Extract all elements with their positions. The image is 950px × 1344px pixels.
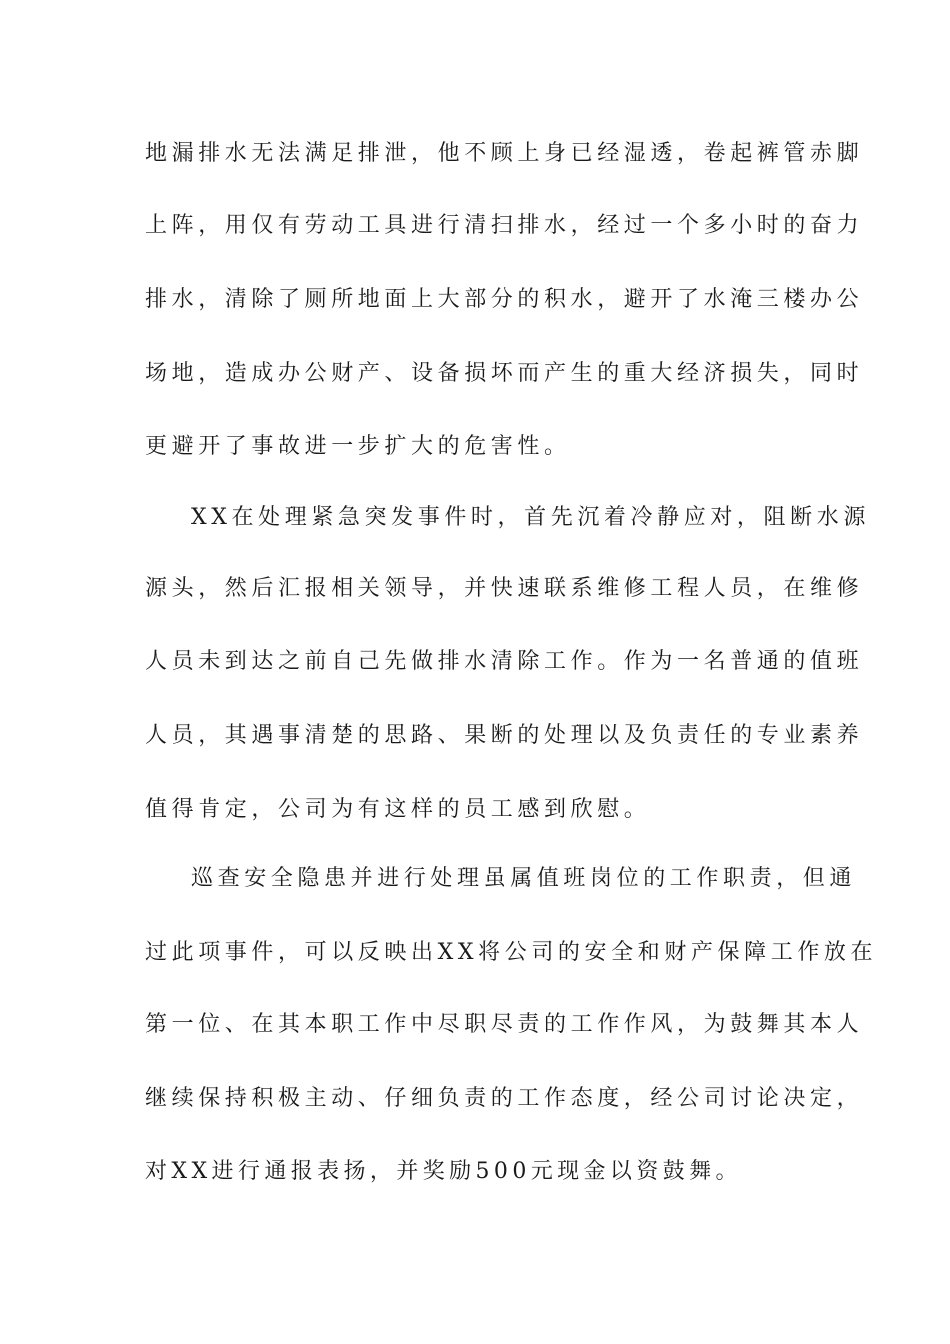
paragraph-1-line-1: 地漏排水无法满足排泄，他不顾上身已经湿透，卷起裤管赤脚 [145, 141, 864, 166]
paragraph-3-line-2: 过此项事件，可以反映出XX将公司的安全和财产保障工作放在 [145, 940, 878, 965]
paragraph-3-line-5: 对XX进行通报表扬，并奖励500元现金以资鼓舞。 [145, 1159, 742, 1184]
paragraph-3-line-4: 继续保持积极主动、仔细负责的工作态度，经公司讨论决定， [145, 1086, 864, 1111]
paragraph-2-line-3: 人员未到达之前自己先做排水清除工作。作为一名普通的值班 [145, 649, 864, 674]
paragraph-1-line-3: 排水，清除了厕所地面上大部分的积水，避开了水淹三楼办公 [145, 287, 864, 312]
paragraph-1-line-2: 上阵，用仅有劳动工具进行清扫排水，经过一个多小时的奋力 [145, 213, 864, 238]
paragraph-3-line-3: 第一位、在其本职工作中尽职尽责的工作作风，为鼓舞其本人 [145, 1012, 864, 1037]
paragraph-3-line-1: 巡查安全隐患并进行处理虽属值班岗位的工作职责，但通 [191, 866, 857, 891]
paragraph-2-line-2: 源头，然后汇报相关领导，并快速联系维修工程人员，在维修 [145, 576, 864, 601]
paragraph-2-line-4: 人员，其遇事清楚的思路、果断的处理以及负责任的专业素养 [145, 723, 864, 748]
paragraph-1-line-4: 场地，造成办公财产、设备损坏而产生的重大经济损失，同时 [145, 361, 864, 386]
paragraph-2-line-5: 值得肯定，公司为有这样的员工感到欣慰。 [145, 797, 651, 822]
paragraph-2-line-1: XX在处理紧急突发事件时，首先沉着冷静应对，阻断水源 [191, 505, 870, 530]
paragraph-1-line-5: 更避开了事故进一步扩大的危害性。 [145, 434, 571, 459]
